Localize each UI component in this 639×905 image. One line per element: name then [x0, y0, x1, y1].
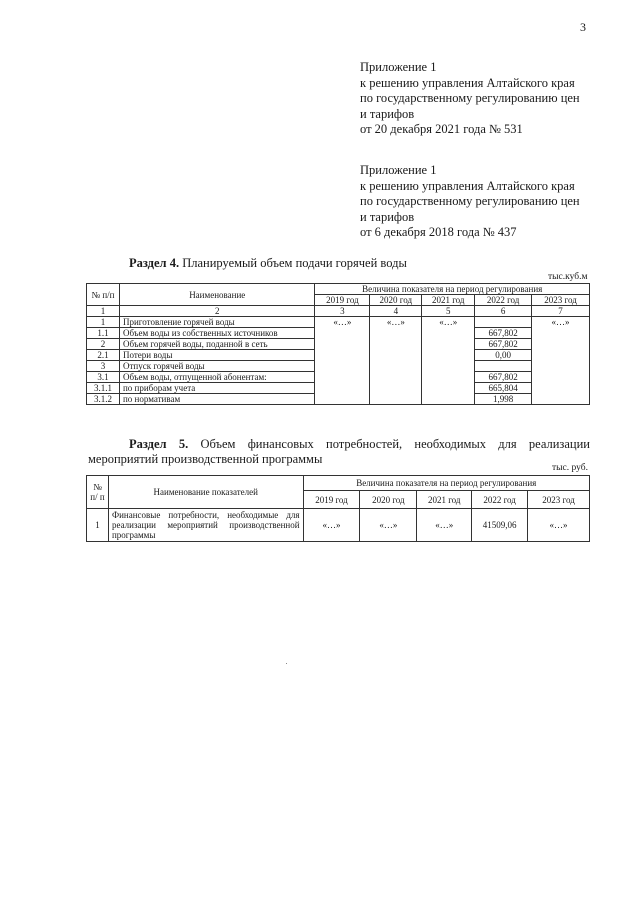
cell-2022: 1,998	[475, 394, 532, 405]
row-name: Отпуск горячей воды	[119, 361, 315, 372]
cell-2022: 667,802	[475, 372, 532, 383]
table-row	[87, 509, 590, 542]
row-num: 2.1	[87, 350, 120, 361]
row-num: 3.1	[87, 372, 120, 383]
col-number: 1	[87, 306, 120, 317]
row-name: Объем воды из собственных источников	[119, 328, 315, 339]
cell-2023: «…»	[532, 317, 590, 405]
cell-2020: «…»	[360, 509, 417, 542]
header-year: 2023 год	[532, 295, 590, 306]
header-period: Величина показателя на период регулирования	[315, 284, 590, 295]
col-number: 6	[475, 306, 532, 317]
cell-2021: «…»	[422, 317, 475, 405]
section4-table	[86, 283, 590, 405]
col-number: 7	[532, 306, 590, 317]
appendix-line: Приложение 1	[360, 60, 437, 74]
col-number: 3	[315, 306, 370, 317]
appendix-line: по государственному регулированию цен	[360, 91, 580, 105]
header-num: № п/п	[87, 284, 120, 306]
header-num: № п/ п	[87, 476, 109, 509]
row-num: 2	[87, 339, 120, 350]
table-row	[87, 317, 590, 328]
col-number: 4	[370, 306, 422, 317]
col-number: 5	[422, 306, 475, 317]
section5-unit: тыс. руб.	[552, 463, 588, 473]
section4-unit: тыс.куб.м	[548, 272, 588, 282]
row-name: Финансовые потребности, необходимые для реализации мероприятий производственной программы	[108, 509, 303, 542]
cell-2022: 665,804	[475, 383, 532, 394]
header-name: Наименование показателей	[108, 476, 303, 509]
row-name: Объем горячей воды, поданной в сеть	[119, 339, 315, 350]
section4-title-text: Планируемый объем подачи горячей воды	[179, 256, 407, 270]
header-year: 2019 год	[315, 295, 370, 306]
section5-title-line2: мероприятий производственной программы	[88, 451, 323, 466]
row-num: 1.1	[87, 328, 120, 339]
appendix-line: от 20 декабря 2021 года № 531	[360, 122, 523, 136]
row-num: 3	[87, 361, 120, 372]
section5-title	[88, 437, 590, 466]
page-number: 3	[580, 20, 586, 34]
row-name: Приготовление горячей воды	[119, 317, 315, 328]
appendix-line: Приложение 1	[360, 163, 437, 177]
appendix-heading-current	[360, 60, 580, 138]
header-year: 2023 год	[528, 491, 590, 509]
cell-2019: «…»	[303, 509, 360, 542]
cell-2022: 0,00	[475, 350, 532, 361]
cell-2022: 41509,06	[472, 509, 528, 542]
appendix-line: к решению управления Алтайского края	[360, 75, 575, 90]
header-year: 2020 год	[360, 491, 417, 509]
header-period: Величина показателя на период регулирования	[303, 476, 589, 491]
cell-2022: 667,802	[475, 328, 532, 339]
cell-2022: 667,802	[475, 339, 532, 350]
section4-title	[129, 256, 407, 271]
appendix-line: по государственному регулированию цен	[360, 194, 580, 208]
cell-2021: «…»	[417, 509, 472, 542]
col-number: 2	[119, 306, 315, 317]
row-num: 3.1.1	[87, 383, 120, 394]
row-name: по нормативам	[119, 394, 315, 405]
header-year: 2020 год	[370, 295, 422, 306]
section5-title-text: Объем финансовых потребностей, необходимых для реализации	[188, 437, 590, 451]
row-name: Объем воды, отпущенной абонентам:	[119, 372, 315, 383]
section4-title-label: Раздел 4.	[129, 256, 180, 270]
header-year: 2019 год	[303, 491, 360, 509]
header-year: 2022 год	[475, 295, 532, 306]
appendix-line: от 6 декабря 2018 года № 437	[360, 225, 517, 239]
section5-title-label: Раздел 5.	[129, 437, 189, 451]
header-year: 2022 год	[472, 491, 528, 509]
appendix-line: к решению управления Алтайского края	[360, 178, 575, 193]
cell-2023: «…»	[528, 509, 590, 542]
row-num: 3.1.2	[87, 394, 120, 405]
cell-2022	[475, 317, 532, 328]
row-num: 1	[87, 317, 120, 328]
appendix-heading-previous	[360, 163, 580, 241]
section5-table	[86, 475, 590, 542]
cell-2020: «…»	[370, 317, 422, 405]
row-name: по приборам учета	[119, 383, 315, 394]
cell-2022	[475, 361, 532, 372]
appendix-line: и тарифов	[360, 106, 415, 121]
scan-speck	[286, 663, 287, 664]
appendix-line: и тарифов	[360, 209, 415, 224]
header-year: 2021 год	[422, 295, 475, 306]
header-year: 2021 год	[417, 491, 472, 509]
row-num: 1	[87, 509, 109, 542]
cell-2019: «…»	[315, 317, 370, 405]
header-name: Наименование	[119, 284, 315, 306]
row-name: Потери воды	[119, 350, 315, 361]
